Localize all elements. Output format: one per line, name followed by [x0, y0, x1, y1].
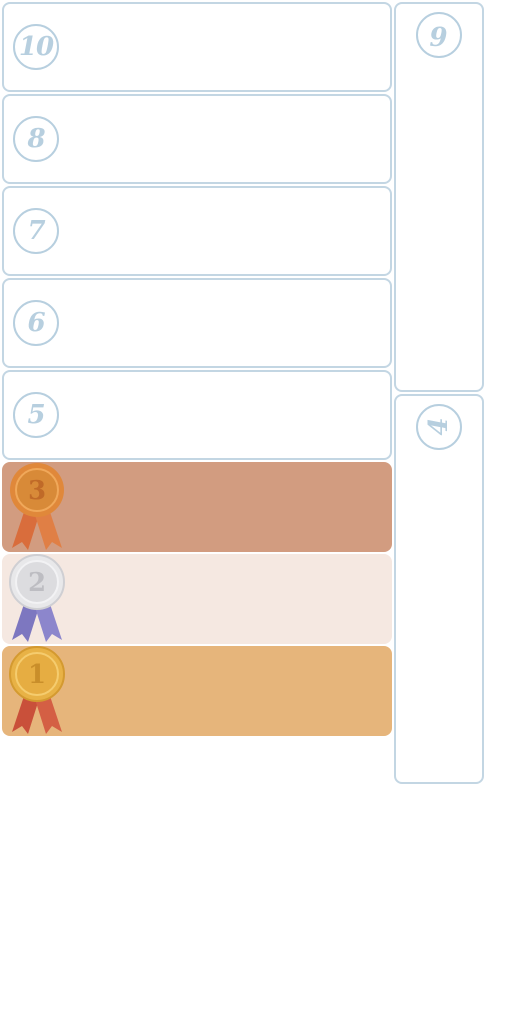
- rank-number-badge: 6: [13, 300, 59, 346]
- rank-number-badge: 8: [13, 116, 59, 162]
- medal-rank-text: 1: [27, 660, 47, 690]
- rank-3-slot: [2, 462, 392, 552]
- rank-4-column-slot: [394, 394, 484, 784]
- rank-7-slot: [2, 186, 392, 276]
- rank-9-column-slot: [394, 2, 484, 392]
- rank-2-slot: [2, 554, 392, 644]
- rank-number-badge: 6: [416, 12, 462, 58]
- rank-1-slot: [2, 646, 392, 736]
- rank-number-badge: 5: [13, 392, 59, 438]
- rank-number-badge: 4: [416, 404, 462, 450]
- medal-rank-text: 2: [27, 568, 47, 598]
- rank-8-slot: [2, 94, 392, 184]
- rank-number-badge: 10: [13, 24, 59, 70]
- gold-medal-icon: [4, 646, 70, 736]
- rank-5-slot: [2, 370, 392, 460]
- rank-number-badge: 7: [13, 208, 59, 254]
- bronze-medal-icon: [4, 462, 70, 552]
- medal-rank-text: 3: [27, 476, 47, 506]
- silver-medal-icon: [4, 554, 70, 644]
- rank-10-slot: [2, 2, 392, 92]
- rank-6-slot: [2, 278, 392, 368]
